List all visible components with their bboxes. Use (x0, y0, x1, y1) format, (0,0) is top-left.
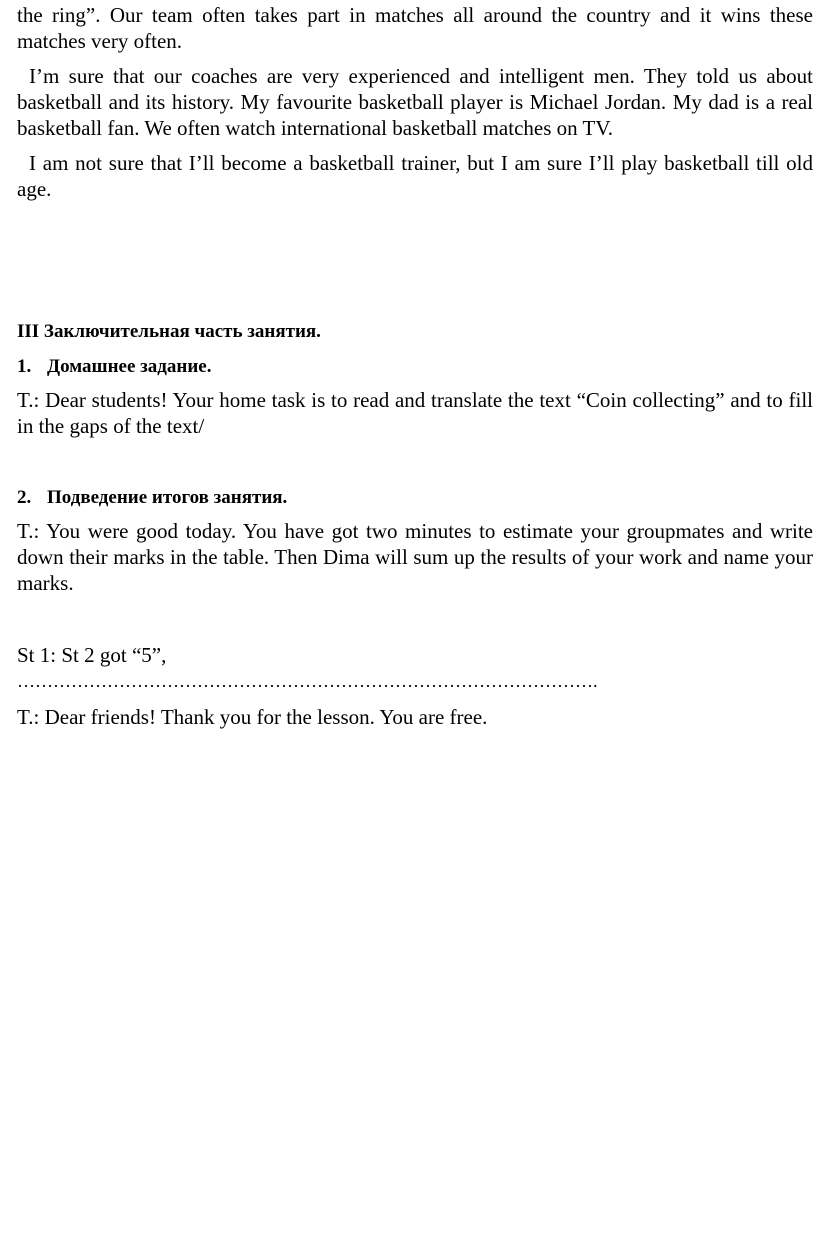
paragraph-future: I am not sure that I’ll become a basketball trainer, but I am sure I’ll play basketball till old age. (17, 151, 813, 201)
student-mark-line: St 1: St 2 got “5”, (17, 643, 167, 667)
section-title: III Заключительная часть занятия. (17, 321, 321, 342)
paragraph-team-matches: the ring”. Our team often takes part in matches all around the country and it wins these matches very often. (17, 3, 813, 53)
summary-text: T.: You were good today. You have got two minutes to estimate your groupmates and write down their marks in the table. Then Dima will sum up the results of your work and name your marks. (17, 519, 813, 595)
summary-heading (17, 486, 287, 510)
homework-number: 1. (17, 356, 32, 377)
homework-heading (17, 355, 211, 379)
summary-heading-text: Подведение итогов занятия. (47, 487, 288, 508)
paragraph-coaches: I’m sure that our coaches are very experienced and intelligent men. They told us about basketball and its history. My favourite basketball player is Michael Jordan. My dad is a real basketball fan. We often watch international basketball matches on TV. (17, 64, 813, 140)
dotted-line: ……………………………………………………………………………………. (17, 671, 598, 691)
summary-number: 2. (17, 487, 32, 508)
homework-heading-text: Домашнее задание. (47, 356, 212, 377)
homework-text: T.: Dear students! Your home task is to read and translate the text “Coin collecting” and to fill in the gaps of the text/ (17, 388, 813, 438)
closing-line: T.: Dear friends! Thank you for the lesson. You are free. (17, 705, 488, 729)
